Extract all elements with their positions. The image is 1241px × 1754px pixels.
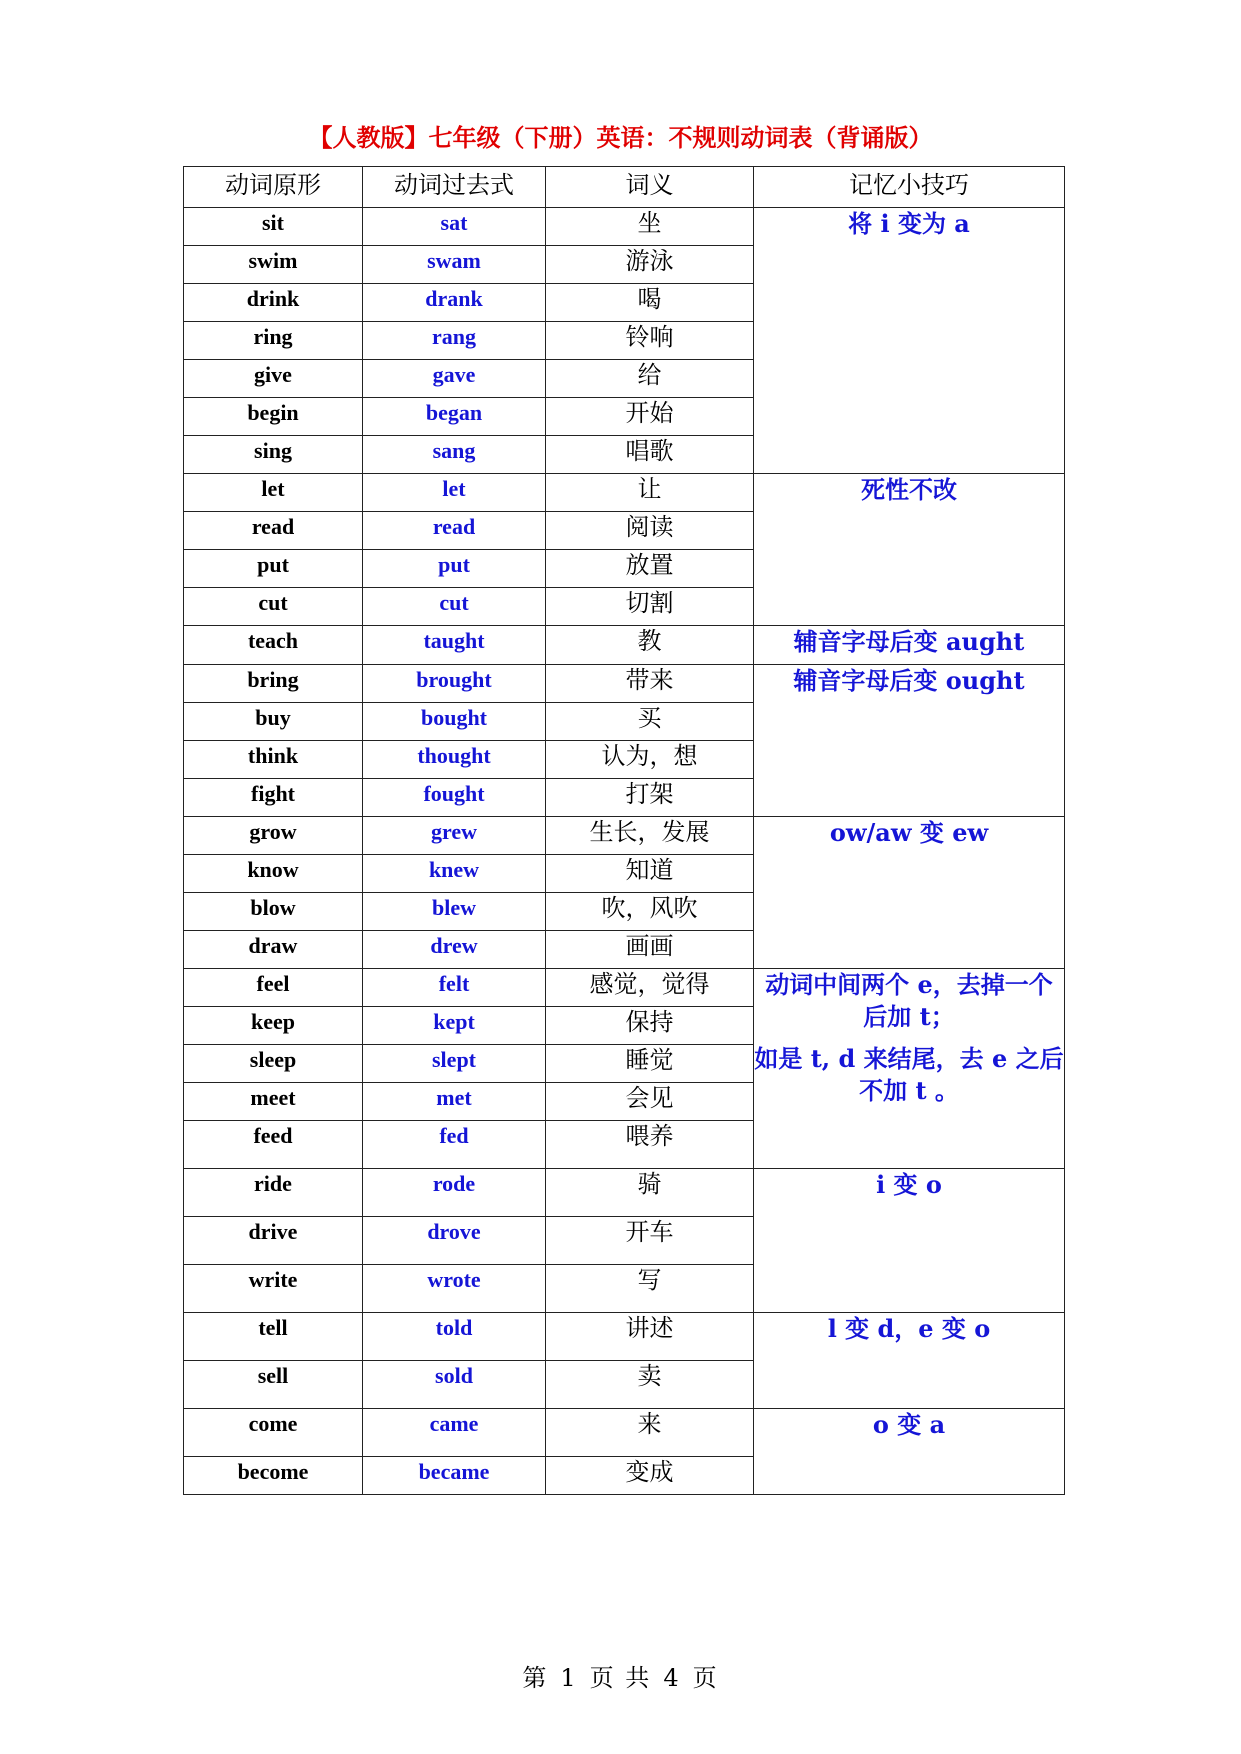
verb-meaning: 骑	[546, 1169, 754, 1217]
verb-base-form: tell	[184, 1313, 363, 1361]
verb-base-form: sleep	[184, 1045, 363, 1083]
verb-meaning: 保持	[546, 1007, 754, 1045]
verb-base-form: ring	[184, 322, 363, 360]
verb-base-form: draw	[184, 931, 363, 969]
header-meaning: 词义	[546, 167, 754, 208]
page-footer	[0, 1658, 1241, 1693]
memory-tip	[754, 1409, 1065, 1495]
verb-meaning: 变成	[546, 1457, 754, 1495]
verb-past-tense: cut	[363, 588, 546, 626]
verb-past-tense: read	[363, 512, 546, 550]
verb-meaning: 放置	[546, 550, 754, 588]
verb-meaning: 卖	[546, 1361, 754, 1409]
verb-base-form: think	[184, 741, 363, 779]
table-row	[184, 969, 1065, 1007]
table-body	[184, 208, 1065, 1495]
verb-past-tense: told	[363, 1313, 546, 1361]
verb-past-tense: let	[363, 474, 546, 512]
verb-past-tense: fought	[363, 779, 546, 817]
verb-base-form: write	[184, 1265, 363, 1313]
verb-meaning: 开始	[546, 398, 754, 436]
memory-tip	[754, 665, 1065, 817]
header-base-form: 动词原形	[184, 167, 363, 208]
verb-past-tense: put	[363, 550, 546, 588]
verb-meaning: 阅读	[546, 512, 754, 550]
verb-base-form: bring	[184, 665, 363, 703]
verb-past-tense: bought	[363, 703, 546, 741]
verb-past-tense: drove	[363, 1217, 546, 1265]
verb-meaning: 喂养	[546, 1121, 754, 1169]
verb-meaning: 打架	[546, 779, 754, 817]
table-row	[184, 1313, 1065, 1361]
verb-past-tense: thought	[363, 741, 546, 779]
verb-past-tense: rode	[363, 1169, 546, 1217]
verb-base-form: come	[184, 1409, 363, 1457]
verb-meaning: 画画	[546, 931, 754, 969]
verb-base-form: feel	[184, 969, 363, 1007]
table-row	[184, 208, 1065, 246]
verb-base-form: cut	[184, 588, 363, 626]
memory-tip	[754, 817, 1065, 969]
memory-tip-line: i 变 o	[876, 1170, 942, 1199]
verb-meaning: 坐	[546, 208, 754, 246]
verb-past-tense: sold	[363, 1361, 546, 1409]
verb-meaning: 吹，风吹	[546, 893, 754, 931]
page-title: 【人教版】七年级（下册）英语：不规则动词表（背诵版）	[308, 123, 933, 152]
verb-base-form: let	[184, 474, 363, 512]
verb-base-form: sit	[184, 208, 363, 246]
verb-base-form: fight	[184, 779, 363, 817]
table-header-row	[184, 167, 1065, 208]
verb-meaning: 铃响	[546, 322, 754, 360]
verb-base-form: buy	[184, 703, 363, 741]
verb-meaning: 开车	[546, 1217, 754, 1265]
table-row	[184, 474, 1065, 512]
memory-tip	[754, 474, 1065, 626]
verb-base-form: drive	[184, 1217, 363, 1265]
verb-base-form: sell	[184, 1361, 363, 1409]
memory-tip-line: 死性不改	[861, 475, 957, 504]
verb-past-tense: drank	[363, 284, 546, 322]
footer-suffix: 页	[692, 1664, 719, 1692]
verb-meaning: 让	[546, 474, 754, 512]
table-row	[184, 1169, 1065, 1217]
verb-meaning: 认为，想	[546, 741, 754, 779]
memory-tip	[754, 208, 1065, 474]
table-row	[184, 665, 1065, 703]
memory-tip-line: 如是 t, d 来结尾，去 e 之后不加 t 。	[754, 1044, 1064, 1105]
verb-past-tense: sat	[363, 208, 546, 246]
header-past-tense: 动词过去式	[363, 167, 546, 208]
verb-past-tense: slept	[363, 1045, 546, 1083]
verb-past-tense: swam	[363, 246, 546, 284]
verb-base-form: give	[184, 360, 363, 398]
footer-total-pages: 4	[663, 1664, 681, 1692]
footer-prefix: 第	[522, 1664, 549, 1692]
verb-past-tense: felt	[363, 969, 546, 1007]
table-row	[184, 1409, 1065, 1457]
memory-tip-line: o 变 a	[872, 1410, 946, 1439]
verb-base-form: swim	[184, 246, 363, 284]
verb-past-tense: blew	[363, 893, 546, 931]
verb-past-tense: became	[363, 1457, 546, 1495]
table-row	[184, 817, 1065, 855]
verb-meaning: 买	[546, 703, 754, 741]
verb-meaning: 会见	[546, 1083, 754, 1121]
verb-meaning: 游泳	[546, 246, 754, 284]
verb-past-tense: wrote	[363, 1265, 546, 1313]
verb-base-form: ride	[184, 1169, 363, 1217]
footer-page-number: 1	[560, 1664, 578, 1692]
verb-meaning: 讲述	[546, 1313, 754, 1361]
verb-base-form: feed	[184, 1121, 363, 1169]
verb-meaning: 来	[546, 1409, 754, 1457]
memory-tip-line: 辅音字母后变 aught	[793, 627, 1025, 656]
verb-meaning: 写	[546, 1265, 754, 1313]
verb-base-form: begin	[184, 398, 363, 436]
verb-base-form: become	[184, 1457, 363, 1495]
memory-tip-line: 将 i 变为 a	[848, 209, 970, 238]
header-memory-tip: 记忆小技巧	[754, 167, 1065, 208]
memory-tip-line: ow/aw 变 ew	[829, 818, 989, 847]
verb-meaning: 生长，发展	[546, 817, 754, 855]
verb-meaning: 知道	[546, 855, 754, 893]
verb-meaning: 给	[546, 360, 754, 398]
footer-mid: 页 共	[589, 1664, 652, 1692]
memory-tip-line: 辅音字母后变 ought	[793, 666, 1025, 695]
verb-past-tense: came	[363, 1409, 546, 1457]
verb-meaning: 感觉，觉得	[546, 969, 754, 1007]
verb-past-tense: rang	[363, 322, 546, 360]
memory-tip-line: l 变 d，e 变 o	[827, 1314, 991, 1343]
verb-meaning: 喝	[546, 284, 754, 322]
verb-past-tense: fed	[363, 1121, 546, 1169]
verb-base-form: sing	[184, 436, 363, 474]
memory-tip	[754, 1169, 1065, 1313]
verb-base-form: meet	[184, 1083, 363, 1121]
verb-past-tense: grew	[363, 817, 546, 855]
verb-past-tense: met	[363, 1083, 546, 1121]
verb-past-tense: knew	[363, 855, 546, 893]
verb-past-tense: kept	[363, 1007, 546, 1045]
memory-tip	[754, 626, 1065, 665]
verb-meaning: 唱歌	[546, 436, 754, 474]
verb-past-tense: sang	[363, 436, 546, 474]
verb-meaning: 切割	[546, 588, 754, 626]
memory-tip	[754, 969, 1065, 1169]
table-row	[184, 626, 1065, 665]
verb-past-tense: drew	[363, 931, 546, 969]
verb-base-form: teach	[184, 626, 363, 665]
verb-base-form: keep	[184, 1007, 363, 1045]
memory-tip-line: 动词中间两个 e，去掉一个后加 t；	[765, 970, 1053, 1031]
memory-tip	[754, 1313, 1065, 1409]
verb-base-form: drink	[184, 284, 363, 322]
verb-past-tense: gave	[363, 360, 546, 398]
verb-meaning: 睡觉	[546, 1045, 754, 1083]
verb-past-tense: began	[363, 398, 546, 436]
verb-meaning: 带来	[546, 665, 754, 703]
verb-past-tense: brought	[363, 665, 546, 703]
irregular-verb-table	[183, 166, 1065, 1495]
verb-base-form: know	[184, 855, 363, 893]
verb-base-form: read	[184, 512, 363, 550]
verb-base-form: blow	[184, 893, 363, 931]
verb-base-form: grow	[184, 817, 363, 855]
verb-past-tense: taught	[363, 626, 546, 665]
verb-meaning: 教	[546, 626, 754, 665]
verb-base-form: put	[184, 550, 363, 588]
